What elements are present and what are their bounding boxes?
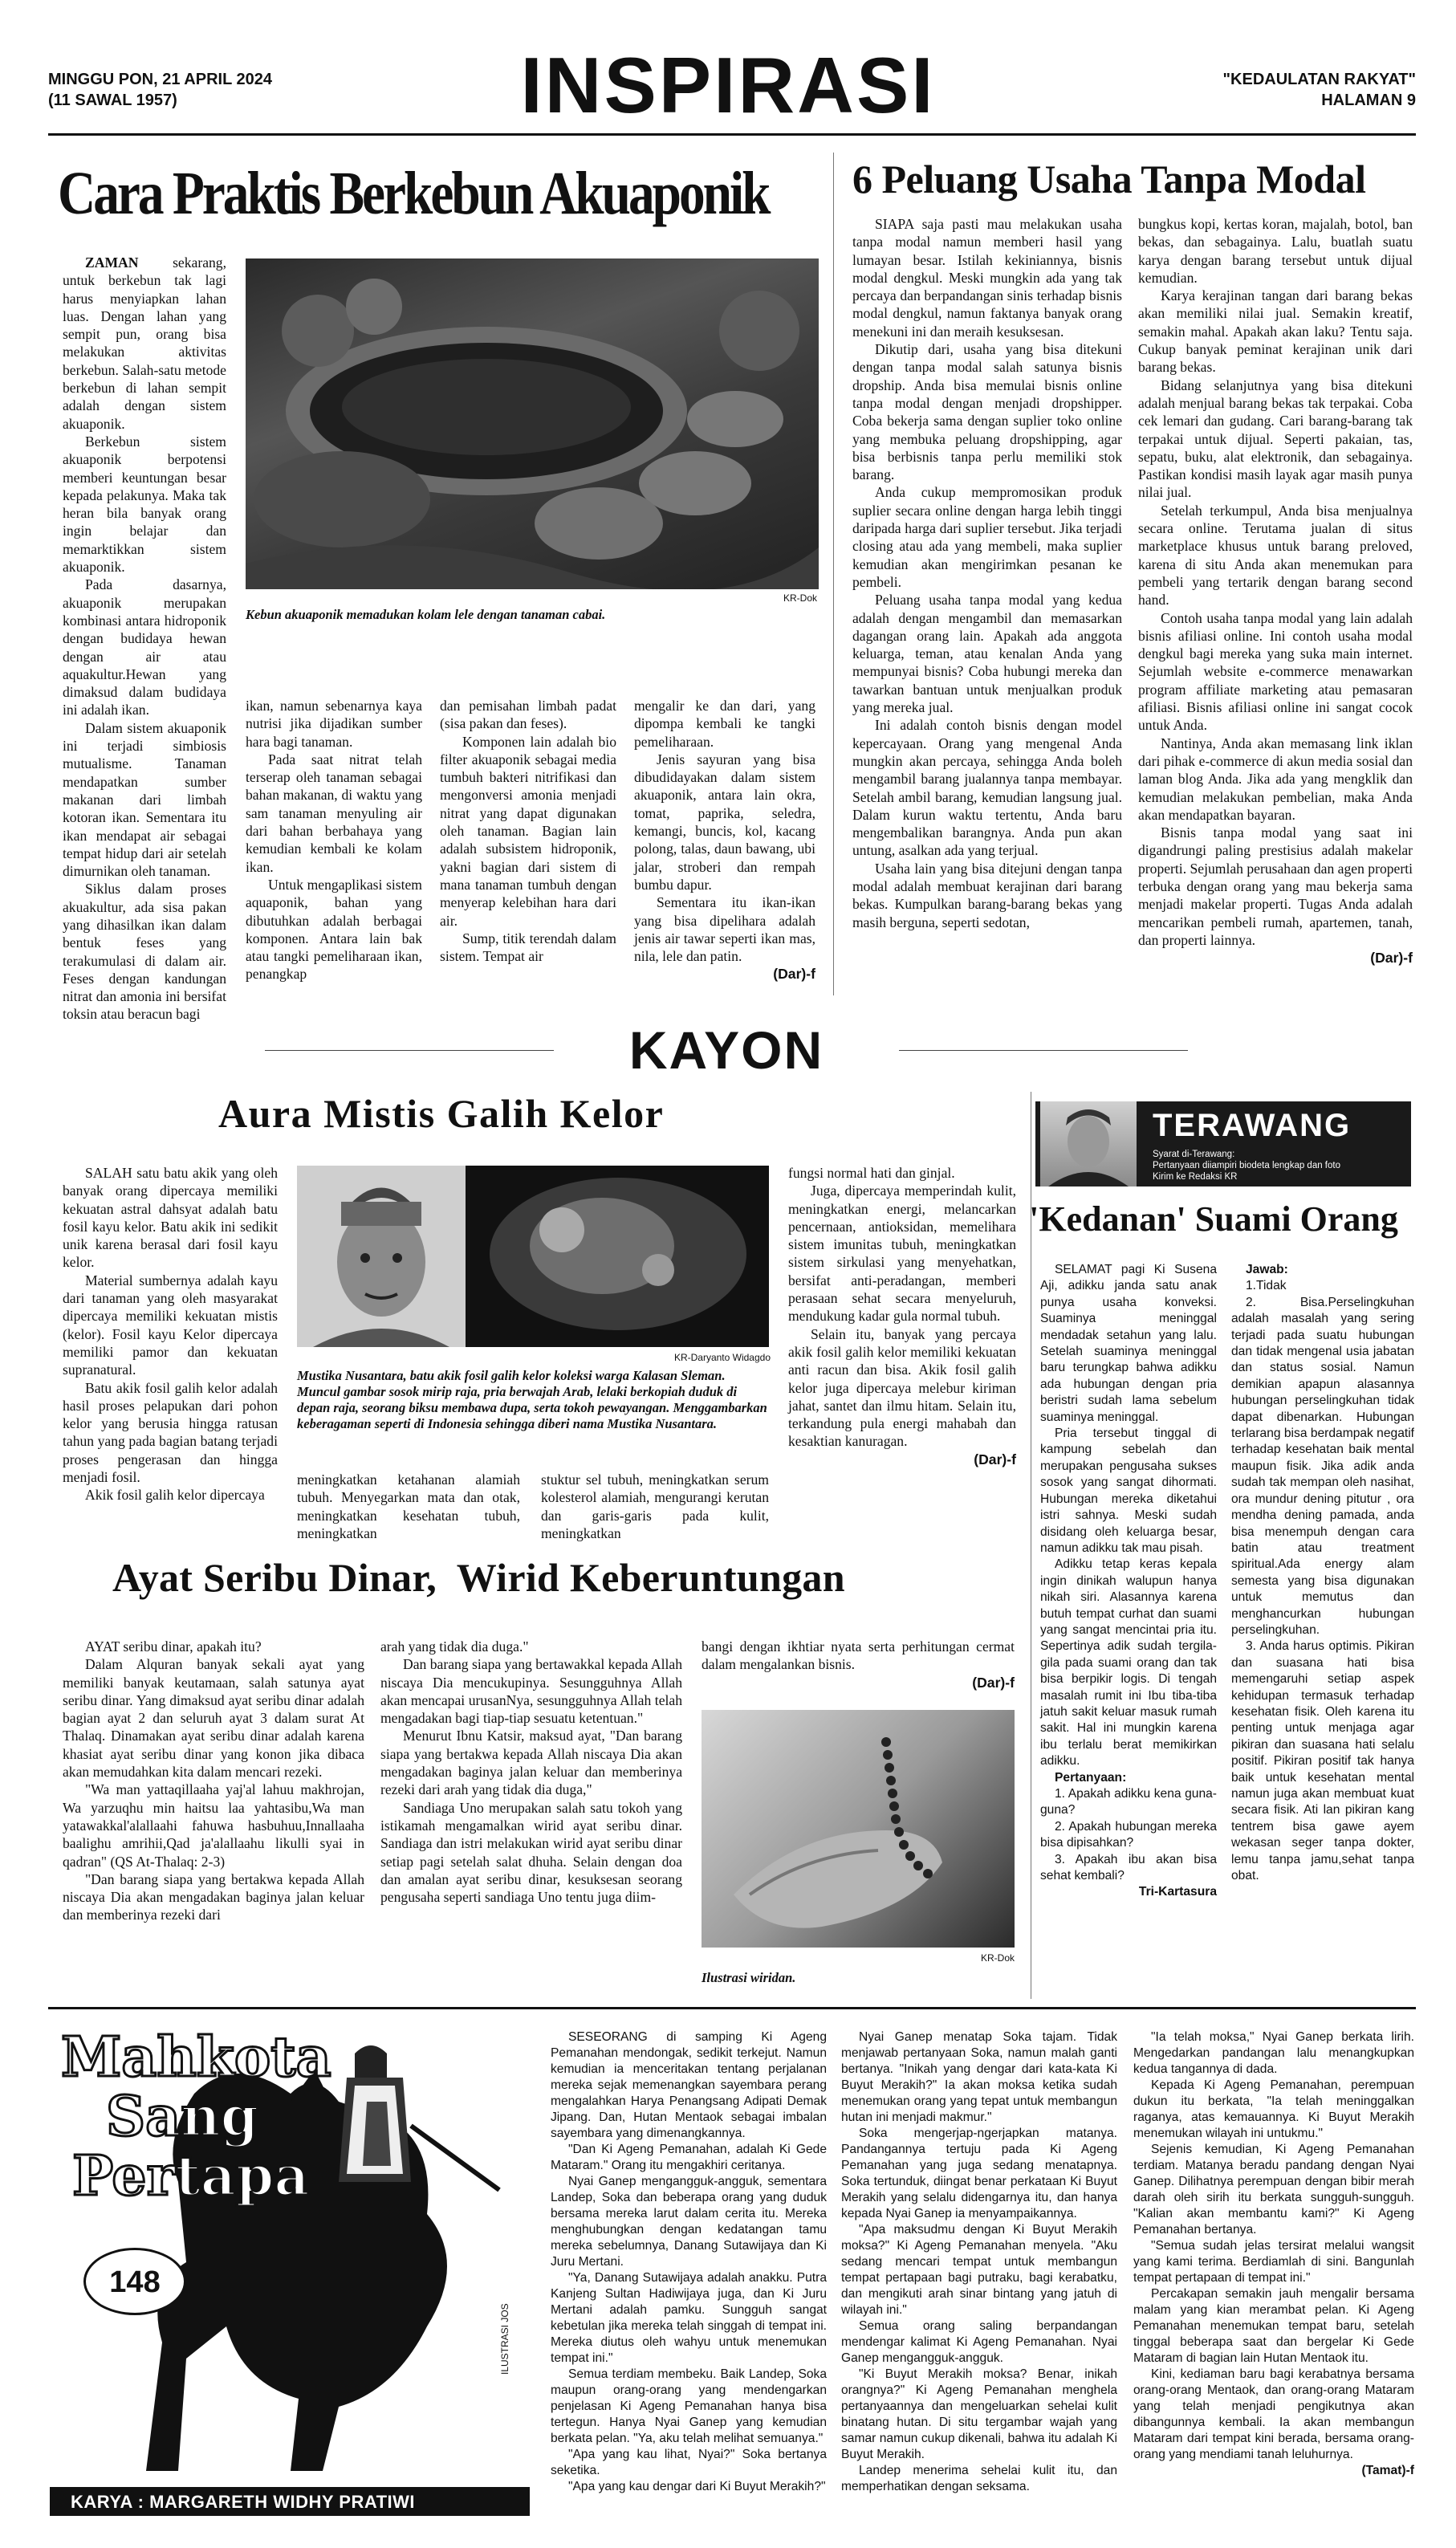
terawang-col2 (1231, 1262, 1414, 1884)
serial-col3 (1133, 2029, 1414, 2479)
ayat-col3 (702, 1638, 1015, 1691)
kayon-col4 (788, 1164, 1016, 1468)
serial-end: (Tamat)-f (1361, 2464, 1414, 2477)
akuaponik-c3: dan pemisahan limbah padat (sisa pakan dan feses). (440, 698, 616, 732)
akuaponik-headline: Cara Praktis Berkebun Akuaponik (58, 160, 769, 227)
serial-c3-para: Kini, kediaman baru bagi kerabatnya bersama orang-orang Mentaok, dan orang-orang Mataram yang telah menjadi pengikutnya akan dibangunnya kembali. Ia akan membangun Mataram dari tempat kini berada, bersama orang-orang yang mendiami tanah leluhurnya. (1133, 2367, 1414, 2461)
akuaponik-col1 (63, 254, 226, 1024)
usaha-c1-para: Peluang usaha tanpa modal yang kedua adalah dengan mengambil dan memasarkan dagangan orang lain. Apakah ada anggota keluarga, teman, atau kenalan Anda yang mempunyai bisnis? Coba hubungi mereka dan tawarkan bantuan untuk menjualkan produk yang mereka jual. (852, 592, 1122, 716)
akuaponik-c2c: Untuk mengaplikasi sistem aquaponik, bahan yang dibutuhkan adalah berbagai komponen. Antara lain bak atau tangki pemeliharaan ikan, penangkap (246, 876, 422, 983)
kayon-c1-para: Batu akik fosil galih kelor adalah hasil proses pelapukan dari pohon kelor yang berusia hingga ratusan tahun yang pada bagian batang terjadi proses pengerasan dan hingga menjadi fosil. (63, 1379, 278, 1486)
akuaponik-col2 (246, 697, 422, 983)
akuaponik-photo-credit: KR-Dok (783, 592, 817, 604)
akuaponik-col4 (634, 697, 815, 983)
serial-title-1: Mahkota (61, 2025, 331, 2090)
usaha-c2-para: Karya kerajinan tangan dari barang bekas akan memiliki nilai jual. Semakin kreatif, semakin mahal. Apakah akan laku? Tentu saja. Cukup banyak peminat kerajinan unik dari barang bekas. (1138, 287, 1413, 376)
serial-c2-para: "Ki Buyut Merakih moksa? Benar, inikah orangnya?" Ki Ageng Pemanahan menghela pertanyaannya dan mengeluarkan sehelai kulit binatang hutan. Di situ tergambar wajah yang samar namun cukup dikenali, bahwa itu adalah Ki Buyut Merakih. (841, 2367, 1117, 2461)
kayon-c4-para: fungsi normal hati dan ginjal. (788, 1165, 955, 1181)
kayon-c4-para: Selain itu, banyak yang percaya akik fosil galih kelor memiliki kekuatan anti racun dan bisa. Akik fosil galih kelor juga dipercaya melebur kiriman jahat, santet dan ilmu hitam. Selain itu, terkandung pula energi mahabah dan kesaktian kanuragan. (788, 1325, 1016, 1450)
serial-c3-para: Percakapan semakin jauh mengalir bersama malam yang kian merambat pelan. Ki Ageng Pemanahan menemukan tempat baru, setelah tinggal beberapa saat dan bergelar Ki Gede Mataram di bagian lain Hutan Mentaok itu. (1133, 2287, 1414, 2365)
serial-title-3: Pertapa (72, 2144, 310, 2208)
ayat-c2-para: Menurut Ibnu Katsir, maksud ayat, "Dan barang siapa yang bertakwa kepada Allah niscaya Dia akan mengadakan baginya jalan keluar dan memberinya rezeki dari arah yang tidak dia duga," (380, 1728, 682, 1798)
serial-illustration (50, 2021, 530, 2511)
serial-c2-para: Nyai Ganep menatap Soka tajam. Tidak menjawab pertanyaan Soka, namun malah ganti bertanya. "Inikah yang dengar dari kata-kata Ki Buyut Merakih?" Ia akan moksa ketika sudah menemukan orang yang tepat untuk membangun hutan ini menjadi makmur." (841, 2030, 1117, 2124)
terawang-answer-2: 2. Bisa.Perselingkuhan adalah masalah yang sering terjadi pada suatu hubungan dan tidak mengenal usia jabatan dan status sosial. Namun demikian apapun alasannya hubungan perselingkuhan tidak dapat dibenarkan. Hubungan terlarang bisa berdampak negatif terhadap kesehatan baik mental maupun fisik. Jika adik anda sudah tak mempan oleh nasihat, ora mundur dening pitutur , ora mendha dening pamada, anda bisa menempuh dengan cara batin atau treatment spiritual.Ada energy alam semesta yang bisa digunakan untuk memutus dan menghancurkan hubungan perselingkuhan. (1231, 1295, 1414, 1637)
serial-c1-para: Nyai Ganep mengangguk-angguk, sementara Landep, Soka dan beberapa orang yang duduk bersama mereka larut dalam cerita itu. Mereka menghubungkan dengan kedatangan tamu mereka sebelumnya, Danang Sutawijaya dan Ki Juru Mertani. (551, 2175, 827, 2269)
masthead-page: HALAMAN 9 (1321, 92, 1416, 109)
terawang-c1-para: SELAMAT pagi Ki Susena Aji, adikku janda satu anak punya usaha konveksi. Suaminya meninggal mendadak setahun yang lalu. Setelah suaminya meninggal baru terungkap bahwa adikku ada hubungan dengan pria beristri sudah lama sebelum suaminya meninggal. (1040, 1263, 1217, 1424)
akuaponik-p3: Pada dasarnya, akuaponik merupakan kombinasi antara hidroponik dengan budidaya hewan dengan air atau aquakultur.Hewan yang dimaksud dalam budidaya ini adalah ikan. (63, 576, 226, 718)
masthead-date: MINGGU PON, 21 APRIL 2024 (48, 71, 272, 88)
ayat-end: (Dar)-f (972, 1674, 1015, 1691)
terawang-c1-para: Pria tersebut tinggal di kampung sebelah dan merupakan pengusaha sukses sosok yang sangat dihormati. Hubungan mereka diketahui istri sahnya. Meski sudah disidang oleh keluarga besar, namun adikku tak mau pisah. (1040, 1427, 1217, 1555)
serial-author: KARYA : MARGARETH WIDHY PRATIWI (71, 2492, 416, 2512)
serial-c2-para: "Apa maksudmu dengan Ki Buyut Merakih moksa?" Ki Ageng Pemanahan menyela. "Aku sedang mencari tempat untuk membangun tempat pertapaan bagi putraku, bagi kerabatku, dan mengikuti arah sinar bintang yang jatuh di wilayah ini." (841, 2223, 1117, 2317)
usaha-c1-para: Usaha lain yang bisa ditejuni dengan tanpa modal adalah membuat kerajinan dari barang bekas. Kumpulkan barang-barang bekas yang masih berguna, seperti sedotan, (852, 860, 1122, 930)
akuaponik-end: (Dar)-f (773, 966, 815, 983)
akuaponik-p2: Berkebun sistem akuaponik berpotensi memberi keuntungan besar kepada pelakunya. Maka tak heran bila banyak orang ingin belajar dan memarktikkan sistem akuaponik. (63, 433, 226, 576)
akuaponik-col3 (440, 697, 616, 965)
ayat-c2-para: arah yang tidak dia duga." (380, 1638, 529, 1655)
kayon-c1-para: Akik fosil galih kelor dipercaya (85, 1487, 265, 1504)
terawang-tag1: Syarat di-Terawang: (1153, 1150, 1235, 1159)
terawang-tag3: Kirim ke Redaksi KR (1153, 1172, 1238, 1182)
usaha-headline: 6 Peluang Usaha Tanpa Modal (852, 157, 1366, 201)
terawang-col1 (1040, 1262, 1217, 1901)
terawang-question-3: 3. Apakah ibu akan bisa sehat kembali? (1040, 1852, 1217, 1883)
serial-col1 (551, 2029, 827, 2495)
kayon-end: (Dar)-f (974, 1451, 1016, 1467)
masthead-title: INSPIRASI (520, 41, 936, 129)
akuaponik-c3b: Komponen lain adalah bio filter akuaponik sebagai media tumbuh bakteri nitrifikasi dan mengonversi amonia menjadi nitrat yang dapat digunakan oleh tanaman. Bagian lain adalah subsistem hidroponik, yakni bagian dari sistem di mana tanaman tumbuh dengan menyerap kelebihan hara dari air. (440, 733, 616, 929)
akuaponik-c4b: Jenis sayuran yang bisa dibudidayakan dalam sistem akuaponik, antara lain okra, tomat, paprika, seledra, kemangi, buncis, kol, kacang polong, talas, daun bawang, ubi jalar, stroberi dan rempah bumbu dapur. (634, 751, 815, 893)
terawang-c1-para: Adikku tetap keras kepala ingin dinikah walupun hanya nikah siri. Alasannya karena butuh tempat curhat dan suami yang sangat mencintai pria itu. Sepertinya adik sudah tergila-gila pada suami orang dan tak bisa berpikir logis. Di tengah masalah rumit ini Ibu tiba-tiba jatuh sakit keluar masuk rumah sakit. Hal ini mungkin karena ibu terlalu berat memikirkan adikku. (1040, 1557, 1217, 1769)
usaha-col1 (852, 215, 1122, 931)
serial-c2-para: Landep menerima sehelai kulit itu, dan memperhatikan dengan seksama. (841, 2464, 1117, 2493)
serial-c3-para: "Semua sudah jelas tersirat melalui wangsit yang kami terima. Berdiamlah di sini. Bangunlah tempat pertapaan di tempat ini." (1133, 2239, 1414, 2285)
serial-c2-para: Semua orang saling berpandangan mendengar kalimat Ki Ageng Pemanahan. Nyai Ganep mengangguk-angguk. (841, 2319, 1117, 2365)
serial-c1-para: "Dan Ki Ageng Pemanahan, adalah Ki Gede Mataram." Orang itu mengakhiri ceritanya. (551, 2143, 827, 2172)
akuaponik-p5: Siklus dalam proses akuakultur, ada sisa pakan yang dihasilkan ikan dalam bentuk feses yang terakumulasi di dalam air. Feses dengan kandungan nitrat dan amonia ini bersifat toksin atau beracun bagi (63, 881, 226, 1023)
serial-c1-para: "Ya, Danang Sutawijaya adalah anakku. Putra Kanjeng Sultan Hadiwijaya juga, dan Ki Juru Mertani adalah pamku. Sungguh sangat kebetulan jika mereka telah singgah di tempat ini. Mereka diutus oleh wahyu untuk menemukan tempat ini." (551, 2271, 827, 2365)
akuaponik-p4: Dalam sistem akuaponik ini terjadi simbiosis mutualisme. Tanaman mendapatkan sumber makanan dari limbah kotoran ikan. Sementara itu ikan mendapat air sebagai tempat hidup dari air setelah dimurnikan oleh tanaman. (63, 719, 226, 880)
kayon-headline: Aura Mistis Galih Kelor (218, 1091, 665, 1136)
usaha-end: (Dar)-f (1370, 950, 1413, 967)
kayon-col3 (541, 1471, 769, 1542)
serial-rule (48, 2007, 1416, 2009)
akuaponik-p1: sekarang, untuk berkebun tak lagi harus menyiapkan lahan luas. Dengan lahan yang sempit pun, orang bisa melakukan aktivitas berkebun. Salah-satu metode berkebun di lahan sempit adalah dengan sistem akuaponik. (63, 254, 226, 432)
akuaponik-c2b: Pada saat nitrat telah terserap oleh tanaman sebagai bahan makanan, di waktu yang sam tanaman menyuling air dari bahan berbahaya yang kemudian kembali ke kolam ikan. (246, 751, 422, 875)
kayon-rule-left (265, 1050, 554, 1051)
terawang-title: TERAWANG (1153, 1108, 1352, 1143)
kayon-rule-right (899, 1050, 1188, 1051)
serial-c1-para: "Apa yang kau lihat, Nyai?" Soka bertanya seketika. (551, 2448, 827, 2477)
serial-title-2: Sang (106, 2085, 259, 2149)
usaha-c1-para: SIAPA saja pasti mau melakukan usaha tanpa modal namun memberi hasil yang lumayan besar. Istilah kekiniannya, bisnis modal dengkul. Meski mungkin ada yang tak percaya dan berpandangan sinis terhadap bisnis modal dengkul, namun faktanya banyak orang menekuni ini dan meraih kesuksesan. (852, 216, 1122, 340)
kayon-col2 (297, 1471, 520, 1542)
usaha-col2 (1138, 215, 1413, 967)
usaha-c1-para: Ini adalah contoh bisnis dengan model kepercayaan. Orang yang mengenal Anda mungkin akan percaya, sehingga Anda boleh mengambil barang jualannya tanpa membayar. Setelah ambil barang, kemudian langsung jual. Dalam kurun waktu tertentu, Anda baru mengembalikan barangnya. Anda pun akan untung, asalkan ada yang terjual. (852, 717, 1122, 859)
akuaponik-c3c: Sump, titik terendah dalam sistem. Tempat air (440, 930, 616, 965)
usaha-c1-para: Dikutip dari, usaha yang bisa ditekuni dengan tanpa modal salah satunya bisnis dropship. Anda bisa memulai bisnis online tanpa modal dengan menjadi dropshipper. Coba bekerja sama dengan suplier toko online yang membuka peluang dropshipping, agar bisa berbisnis tanpa perlu memiliki stok barang. (852, 341, 1122, 483)
terawang-question-label: Pertanyaan: (1055, 1770, 1127, 1785)
kayon-c1-para: Material sumbernya adalah kayu dari tanaman yang oleh masyarakat dipercaya memiliki kekuatan mistis (kelor). Fosil kayu Kelor dipercaya memiliki pamor dan kekuatan supranatural. (63, 1272, 278, 1378)
kayon-caption: Mustika Nusantara, batu akik fosil galih kelor koleksi warga Kalasan Sleman. Muncul gambar sosok mirip raja, pria berwajah Arab, lelaki berkopiah duduk di depan raja, seorang biksu membawa dupa, serta tokoh pewayangan. Menggambarkan keberagaman seperti di Indonesia sehingga diberi nama Mustika Nusantara. (297, 1368, 767, 1431)
kayon-photo (297, 1166, 769, 1347)
kayon-section: KAYON (628, 1020, 824, 1080)
terawang-question-1: 1. Apakah adikku kena guna-guna? (1040, 1787, 1217, 1817)
ayat-c1-para: "Dan barang siapa yang bertakwa kepada Allah niscaya Dia akan mengadakan baginya jalan keluar dan memberinya rezeki dari (63, 1870, 364, 1923)
akuaponik-photo-art (246, 258, 819, 589)
masthead-rule (48, 133, 1416, 136)
ayat-c1-para: "Wa man yattaqillaaha yaj'al lahuu makhrojan, Wa yarzuqhu min haitsu laa yahtasibu,Wa man yatawakkal'alallaahi fahuwa hasbuhuu,Innallaaha baalighu amrihii,Qad ja'alallaahu likulli syai in qadran" (QS At-Thalaq: 2-3) (63, 1781, 364, 1870)
akuaponik-caption: Kebun akuaponik memadukan kolam lele dengan tanaman cabai. (246, 607, 606, 622)
kayon-col1 (63, 1164, 278, 1504)
akuaponik-c4c: Sementara itu ikan-ikan yang bisa dipelihara adalah jenis air tawar seperti ikan mas, nila, lele dan patin. (634, 894, 815, 965)
masthead-hijri: (11 SAWAL 1957) (48, 92, 177, 109)
akuaponik-photo (246, 258, 819, 589)
usaha-c2-para: Setelah terkumpul, Anda bisa menjualnya secara online. Terutama jualan di situs marketplace khusus untuk barang preloved, karena di situ Anda akan menemukan para pembeli yang tertarik dengan barang second hand. (1138, 502, 1413, 609)
divider-top (833, 153, 834, 995)
terawang-banner (1035, 1101, 1411, 1186)
kayon-c3: stuktur sel tubuh, meningkatkan serum kolesterol alamiah, mengurangi kerutan dan garis-garis pada kulit, meningkatkan (541, 1471, 769, 1541)
ayat-c1-para: AYAT seribu dinar, apakah itu? (85, 1638, 262, 1655)
akuaponik-c4: mengalir ke dan dari, yang dipompa kembali ke tangki pemeliharaan. (634, 698, 815, 750)
serial-col2 (841, 2029, 1117, 2495)
terawang-answer-3: 3. Anda harus optimis. Pikiran dan suasana hati bisa memengaruhi setiap aspek kehidupan termasuk terhadap kesehatan fisik. Oleh karena itu penting untuk menjaga agar pikiran dan suasana hati selalu positif. Pikiran positif tak hanya baik untuk kesehatan mental namun juga akan membuat kuat secara fisik. Ati lan pikiran kang tentrem bisa gawe ayem wekasan seger tanpa dokter, lemu tanpa jamu,sehat tanpa obat. (1231, 1639, 1414, 1883)
usaha-c2-para: bungkus kopi, kertas koran, majalah, botol, ban bekas, dan sebagainya. Lalu, buatlah suatu karya dengan barang tersebut untuk dijual kemudian. (1138, 216, 1413, 286)
ayat-col1 (63, 1638, 364, 1924)
serial-c3-para: Kepada Ki Ageng Pemanahan, perempuan dukun itu berkata, "Ia telah meninggalkan raganya, atas kemauannya. Ki Buyut Merakih menemukan wilayah ini untukmu." (1133, 2078, 1414, 2140)
serial-c1-para: "Apa yang kau dengar dari Ki Buyut Merakih?" (568, 2480, 826, 2493)
ayat-photo-credit: KR-Dok (980, 1952, 1015, 1964)
kayon-photo-credit: KR-Daryanto Widagdo (673, 1352, 771, 1363)
serial-episode-badge (83, 2248, 186, 2315)
ayat-c2-para: Sandiaga Uno merupakan salah satu tokoh yang istikamah mengamalkan wirid ayat seribu dinar. Sandiaga dan istri melakukan wirid ayat seribu dinar setiap pagi setelah salat dhuha. Selain dengan doa dan amalan ayat seribu dinar, kesuksesan seorang pengusaha seperti sandiaga Uno tentu juga diim- (380, 1799, 682, 1906)
serial-illustrator: ILUSTRASI JOS (499, 2303, 510, 2375)
ayat-c1-para: Dalam Alquran banyak sekali ayat yang memiliki banyak keutamaan, salah satunya ayat seribu dinar. Yang dimaksud ayat seribu dinar adalah bagian ayat 2 dan seluruh ayat 3 dalam surat At Thalaq. Dinamakan ayat seribu dinar adalah karena khasiat ayat seribu dinar yang konon jika dibaca akan memudahkan kita dalam mencari rezeki. (63, 1656, 364, 1781)
serial-c3-para: "Ia telah moksa," Nyai Ganep berkata lirih. Mengedarkan pandangan lalu menangkupkan kedua tangannya di dada. (1133, 2030, 1414, 2076)
serial-episode: 148 (109, 2265, 161, 2299)
ayat-c3: bangi dengan ikhtiar nyata serta perhitungan cermat dalam mengalankan bisnis. (702, 1638, 1015, 1673)
akuaponik-lead: ZAMAN (85, 254, 139, 271)
serial-c2-para: Soka mengerjap-ngerjapkan matanya. Pandangannya tertuju pada Ki Ageng Pemanahan yang juga sedang menatapnya. Soka tertunduk, diingat benar perkataan Ki Buyut Merakih yang selalu didengarnya itu, dan hanya kepada Nyai Ganep ia menyampaikannya. (841, 2127, 1117, 2220)
terawang-portrait-art (1040, 1101, 1137, 1186)
ayat-headline: Ayat Seribu Dinar, Wirid Keberuntungan (112, 1555, 845, 1600)
terawang-answer-1: 1.Tidak (1246, 1279, 1287, 1293)
terawang-tag2: Pertanyaan diiampiri biodeta lengkap dan foto (1153, 1161, 1340, 1170)
terawang-signature: Tri-Kartasura (1138, 1885, 1217, 1899)
terawang-question-2: 2. Apakah hubungan mereka bisa dipisahkan? (1040, 1819, 1217, 1850)
usaha-c2-para: Nantinya, Anda akan memasang link iklan dari pihak e-commerce di akun media sosial dan laman blog Anda. Jika ada yang mengklik dan kemudian melakukan pembelian, maka Anda akan mendapatkan bayaran. (1138, 735, 1413, 823)
ayat-photo-art (702, 1710, 1015, 1948)
usaha-c2-para: Bidang selanjutnya yang bisa ditekuni adalah menjual barang bekas tak terpakai. Coba cek lemari dan gudang. Cari barang-barang tak terpakai untuk dijual. Seperti pakaian, tas, sepatu, buku, alat elektronik, dan sebagainya. Pastikan kondisi masih layak agar masih punya nilai jual. (1138, 377, 1413, 501)
ayat-c2-para: Dan barang siapa yang bertawakkal kepada Allah niscaya Dia mencukupinya. Sesungguhnya Allah akan mencapai urusanNya, sesungguhnya Allah telah mengadakan bagi tiap-tiap sesuatu ketentuan." (380, 1656, 682, 1727)
akuaponik-c2: ikan, namun sebenarnya kaya nutrisi jika dijadikan sumber hara bagi tanaman. (246, 698, 422, 750)
kayon-c2: meningkatkan ketahanan alamiah tubuh. Menyegarkan mata dan otak, meningkatkan kesehatan tubuh, meningkatkan (297, 1471, 520, 1541)
kayon-c1-para: SALAH satu batu akik yang oleh banyak orang dipercaya memiliki kekuatan astral dahsyat adalah batu fosil kayu kelor. Batu akik ini sedikit unik karena berasal dari fosil kayu kelor. (63, 1165, 278, 1271)
usaha-c1-para: Anda cukup mempromosikan produk suplier secara online dengan harga lebih tinggi daripada harga dari suplier tersebut. Jika terjadi closing atau ada yang membeli, maka suplier kemudian akan mengirimkan pesanan ke pembeli. (852, 484, 1122, 590)
terawang-headline: 'Kedanan' Suami Orang (1029, 1199, 1398, 1239)
ayat-photo (702, 1710, 1015, 1948)
terawang-portrait (1040, 1101, 1137, 1186)
serial-c1-para: SESEORANG di samping Ki Ageng Pemanahan mendongak, sedikit terkejut. Namun kemudian ia menceritakan tentang perjalanan mereka sejak memenangkan sayembara perang mengalahkan Harya Penangsang Adipati Demak Jipang. Dan, Hutan Mentaok sebagai imbalan sayembara yang dimenangkannya. (551, 2030, 827, 2140)
terawang-answer-label: Jawab: (1246, 1263, 1288, 1276)
ayat-col2 (380, 1638, 682, 1906)
serial-c1-para: Semua terdiam membeku. Baik Landep, Soka maupun orang-orang yang mendengarkan penjelasan Ki Ageng Pemanahan hanya bisa tertegun. Hanya Nyai Ganep yang kemudian berkata pelan. "Ya, aku telah melihat semuanya." (551, 2367, 827, 2445)
usaha-c2-para: Bisnis tanpa modal yang saat ini digandrungi paling prestisius adalah makelar properti. Sejumlah perusahaan dan agen properti terbuka dengan orang yang mau bekerja sama menjadi makelar properti. Tugas Anda adalah mencarikan pembeli rumah, apartemen, tanah, dan properti lainnya. (1138, 824, 1413, 948)
kayon-c4-para: Juga, dipercaya memperindah kulit, meningkatkan energi, melancarkan pencernaan, antioksidan, memelihara sistem imunitas tubuh, meningkatkan sistem sirkulasi yang menyehatkan, bersifat anti-peradangan, memberi perasaan sehat secara menyeluruh, mendukung kadar gula normal tubuh. (788, 1182, 1016, 1325)
ayat-caption: Ilustrasi wiridan. (702, 1970, 796, 1985)
serial-c3-para: Sejenis kemudian, Ki Ageng Pemanahan terdiam. Matanya beradu pandang dengan Nyai Ganep. Dilihatnya perempuan dengan bibir merah darah oleh sirih itu berkata sungguh-sungguh. "Kalian akan membantu kami?" Ki Ageng Pemanahan bertanya. (1133, 2143, 1414, 2237)
masthead-paper: "KEDAULATAN RAKYAT" (1222, 71, 1416, 88)
usaha-c2-para: Contoh usaha tanpa modal yang lain adalah bisnis afiliasi online. Ini contoh usaha modal dengkul bagi mereka yang suka main internet. Sejumlah website e-commerce menawarkan program affiliate marketing atau pemasaran afiliasi. Bisnis afiliasi online ini sangat cocok untuk Anda. (1138, 609, 1413, 734)
kayon-photo-art (297, 1166, 769, 1347)
